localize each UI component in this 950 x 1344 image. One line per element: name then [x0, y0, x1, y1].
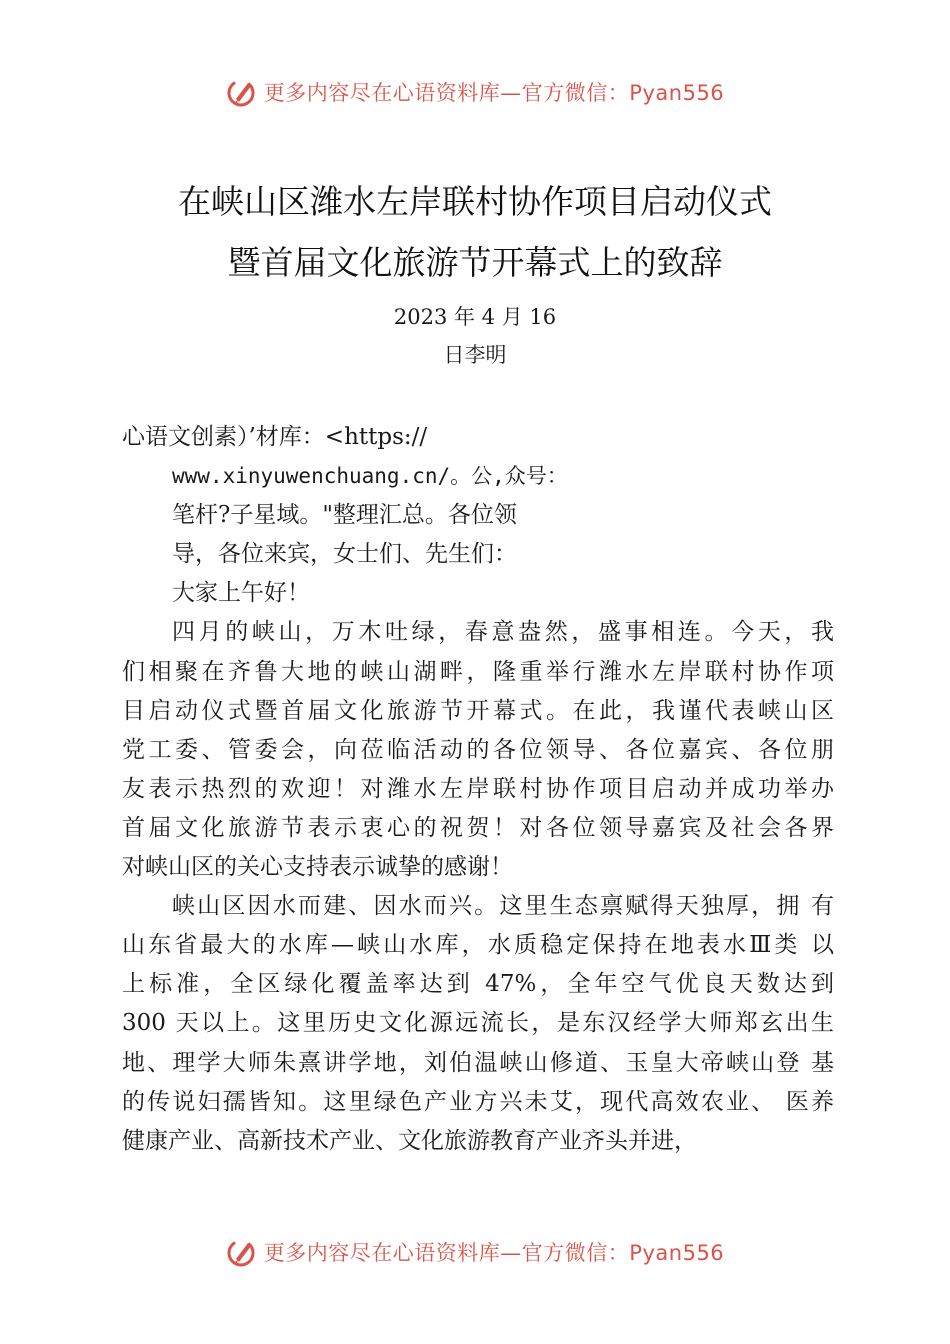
body-line: 大家上午好！: [172, 580, 310, 607]
banner-text: 更多内容尽在心语资料库—官方微信：Pyan556: [263, 81, 725, 105]
body-line: 目启动仪式暨首届文化旅游节开幕式。在此，我谨代表峡山区: [122, 697, 834, 724]
header-banner: [0, 72, 950, 112]
footer-banner: [0, 1232, 950, 1272]
body-line: 的传说妇孺皆知。这里绿色产业方兴未艾，现代高效农业、 医养: [122, 1088, 834, 1115]
body-line: 心语文创素）’材库：<https://: [122, 424, 428, 450]
body-line: 们相聚在齐鲁大地的峡山湖畔，隆重举行潍水左岸联村协作项: [122, 658, 834, 685]
body-line: 地、理学大师朱熹讲学地，刘伯温峡山修道、玉皇大帝峡山登 基: [122, 1049, 834, 1076]
date-line-1: 2023 年 4 月 16: [393, 305, 557, 329]
document-title-line-2: 暨首届文化旅游节开幕式上的致辞: [227, 243, 723, 282]
body-line: 友表示热烈的欢迎！对潍水左岸联村协作项目启动并成功举办: [122, 775, 834, 802]
document-title-line-1: 在峡山区潍水左岸联村协作项目启动仪式: [178, 182, 772, 221]
ink-pen-logo-icon: [226, 1235, 260, 1269]
body-line: 党工委、管委会，向莅临活动的各位领导、各位嘉宾、各位朋: [122, 736, 834, 763]
body-line: 首届文化旅游节表示衷心的祝贺！对各位领导嘉宾及社会各界: [122, 814, 834, 841]
body-line: 300 天以上。这里历史文化源远流长，是东汉经学大师郑玄出生: [122, 1010, 834, 1037]
ink-pen-logo-icon: [226, 75, 260, 109]
body-line: www.xinyuwenchuang.cn/。公,众号：: [172, 464, 568, 489]
banner-text: 更多内容尽在心语资料库—官方微信：Pyan556: [263, 1241, 725, 1265]
date-line-2: 日李明: [443, 343, 507, 367]
body-line: 四月的峡山，万木吐绿，春意盎然，盛事相连。今天，我: [172, 619, 834, 646]
body-line: 对峡山区的关心支持表示诚挚的感谢！: [122, 854, 513, 881]
body-line: 健康产业、高新技术产业、文化旅游教育产业齐头并进，: [122, 1127, 697, 1154]
body-line: 上标准，全区绿化覆盖率达到 47%，全年空气优良天数达到: [122, 971, 834, 998]
body-line: 峡山区因水而建、因水而兴。这里生态禀赋得天独厚，拥 有: [172, 893, 834, 920]
body-line: 山东省最大的水库—峡山水库，水质稳定保持在地表水Ⅲ类 以: [122, 932, 834, 959]
body-line: 导，各位来宾，女士们、先生们：: [172, 541, 517, 568]
body-line: 笔杆?子星域。"整理汇总。各位领: [172, 502, 517, 529]
document-body: [122, 418, 834, 1161]
